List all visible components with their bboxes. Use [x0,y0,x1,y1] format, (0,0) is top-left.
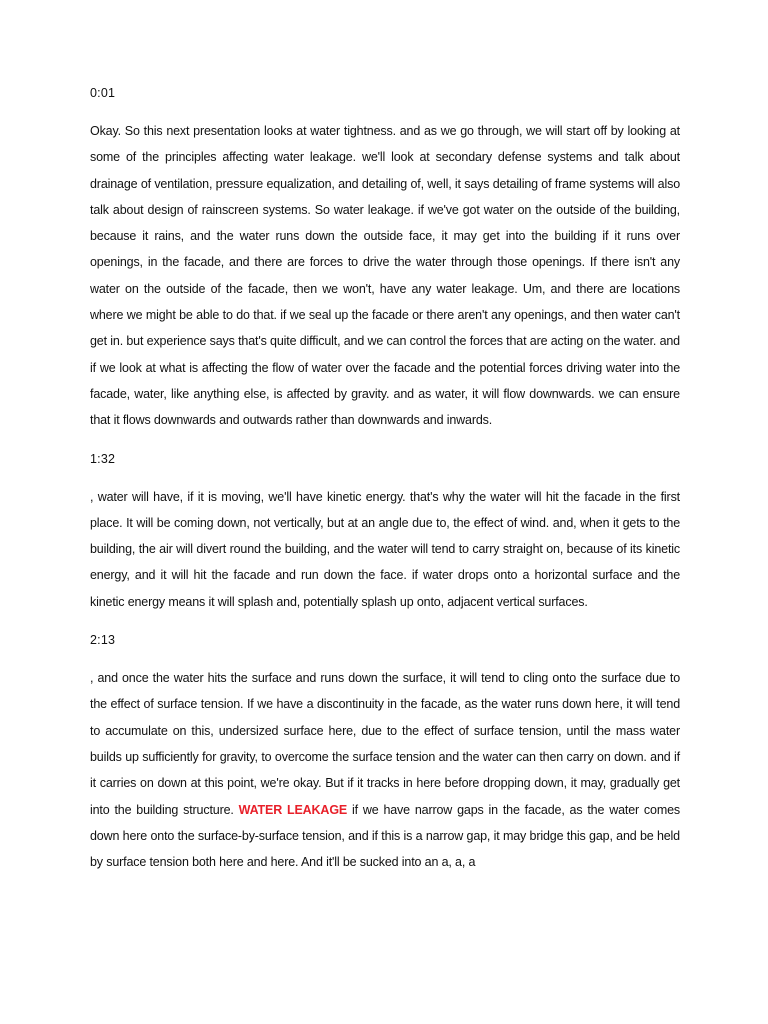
timestamp-0-01: 0:01 [90,86,116,100]
paragraph-3-text-after: if we have narrow gaps in the facade, as the water comes down here onto the surface-by-surface tension, and if this is a narrow gap, it may bridge this gap, and be held by surface tension both here and here. And it'll be sucked into an a, a, a [90,802,680,870]
document-page [90,80,680,887]
transcript-paragraph-2: , water will have, if it is moving, we'll have kinetic energy. that's why the water will hit the facade in the first place. It will be coming down, not vertically, but at an angle due to, the effect of wind. and, when it gets to the building, the air will divert round the building, and the water will tend to carry straight on, because of its kinetic energy, and it will hit the facade and run down the face. if water drops onto a horizontal surface and the kinetic energy means it will splash and, potentially splash up onto, adjacent vertical surfaces. [90,489,680,609]
water-leakage-highlight: WATER LEAKAGE [238,802,348,817]
paragraph-3-text-before: , and once the water hits the surface and runs down the surface, it will tend to cling onto the surface due to the effect of surface tension. If we have a discontinuity in the facade, as the water runs down here, it will tend to accumulate on this, undersized surface here, due to the effect of surface tension, until the mass water builds up sufficiently for gravity, to overcome the surface tension and the water can then carry on down. and if it carries on down at this point, we're okay. But if it tracks in here before dropping down, it may, gradually get into the building structure. [90,671,680,817]
timestamp-1-32: 1:32 [90,451,116,466]
transcript-paragraph-3 [90,665,680,875]
transcript-paragraph-1: Okay. So this next presentation looks at water tightness. and as we go through, we will start off by looking at some of the principles affecting water leakage. we'll look at secondary defense systems and talk about drainage of ventilation, pressure equalization, and detailing of, well, it says detailing of frame systems will also talk about design of rainscreen systems. So water leakage. if we've got water on the outside of the building, because it rains, and the water runs down the outside face, it may get into the building if it runs over openings, in the facade, and there are forces to drive the water through those openings. If there isn't any water on the outside of the facade, then we won't, have any water leakage. Um, and there are locations where we might be able to do that. if we seal up the facade or there aren't any openings, and then water can't get in. but experience says that's quite difficult, and we can control the forces that are acting on the water. and if we look at what is affecting the flow of water over the facade and the potential forces driving water into the facade, water, like anything else, is affected by gravity. and as water, it will flow downwards. we can ensure that it flows downwards and outwards rather than downwards and inwards. [90,124,680,428]
timestamp-2-13: 2:13 [90,633,116,648]
